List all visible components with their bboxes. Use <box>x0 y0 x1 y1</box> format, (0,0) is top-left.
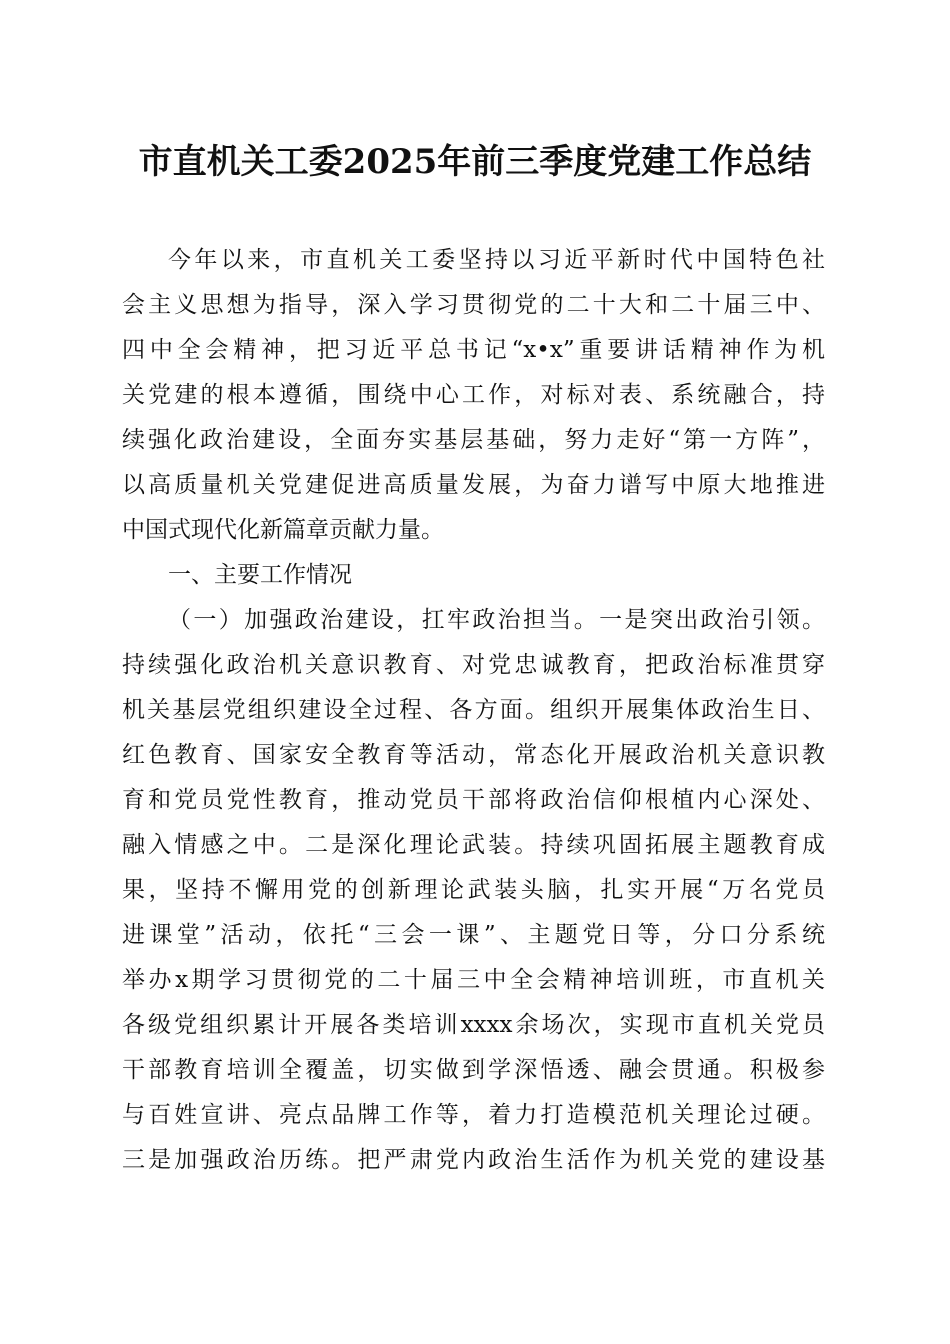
section-line-11: 干部教育培训全覆盖，切实做到学深悟透、融会贯通。积极参 <box>122 1057 825 1083</box>
intro-line-3: 四中全会精神，把习近平总书记“x•x”重要讲话精神作为机 <box>122 337 825 363</box>
section-line-4: 红色教育、国家安全教育等活动，常态化开展政治机关意识教 <box>122 742 825 768</box>
document-title: 市直机关工委2025年前三季度党建工作总结 <box>138 142 812 182</box>
intro-line-7: 中国式现代化新篇章贡献力量。 <box>122 517 444 543</box>
section-line-1: （一）加强政治建设，扛牢政治担当。一是突出政治引领。 <box>168 607 825 633</box>
section-line-13: 三是加强政治历练。把严肃党内政治生活作为机关党的建设基 <box>122 1147 825 1173</box>
section-line-12: 与百姓宣讲、亮点品牌工作等，着力打造模范机关理论过硬。 <box>122 1102 825 1128</box>
section-line-2: 持续强化政治机关意识教育、对党忠诚教育，把政治标准贯穿 <box>122 652 825 678</box>
intro-line-2: 会主义思想为指导，深入学习贯彻党的二十大和二十届三中、 <box>122 292 825 318</box>
section-line-7: 果，坚持不懈用党的创新理论武装头脑，扎实开展“万名党员 <box>122 877 825 903</box>
intro-line-1: 今年以来，市直机关工委坚持以习近平新时代中国特色社 <box>168 247 825 273</box>
section-line-10: 各级党组织累计开展各类培训xxxx余场次，实现市直机关党员 <box>122 1012 825 1038</box>
section-line-9: 举办x期学习贯彻党的二十届三中全会精神培训班，市直机关 <box>122 967 825 993</box>
intro-line-4: 关党建的根本遵循，围绕中心工作，对标对表、系统融合，持 <box>122 382 825 408</box>
section-line-5: 育和党员党性教育，推动党员干部将政治信仰根植内心深处、 <box>122 787 825 813</box>
section-line-6: 融入情感之中。二是深化理论武装。持续巩固拓展主题教育成 <box>122 832 825 858</box>
intro-line-6: 以高质量机关党建促进高质量发展，为奋力谱写中原大地推进 <box>122 472 825 498</box>
section-heading: 一、主要工作情况 <box>168 562 352 588</box>
section-line-3: 机关基层党组织建设全过程、各方面。组织开展集体政治生日、 <box>122 697 825 723</box>
intro-line-5: 续强化政治建设，全面夯实基层基础，努力走好“第一方阵”， <box>122 427 825 453</box>
section-line-8: 进课堂”活动，依托“三会一课”、主题党日等，分口分系统 <box>122 922 825 948</box>
